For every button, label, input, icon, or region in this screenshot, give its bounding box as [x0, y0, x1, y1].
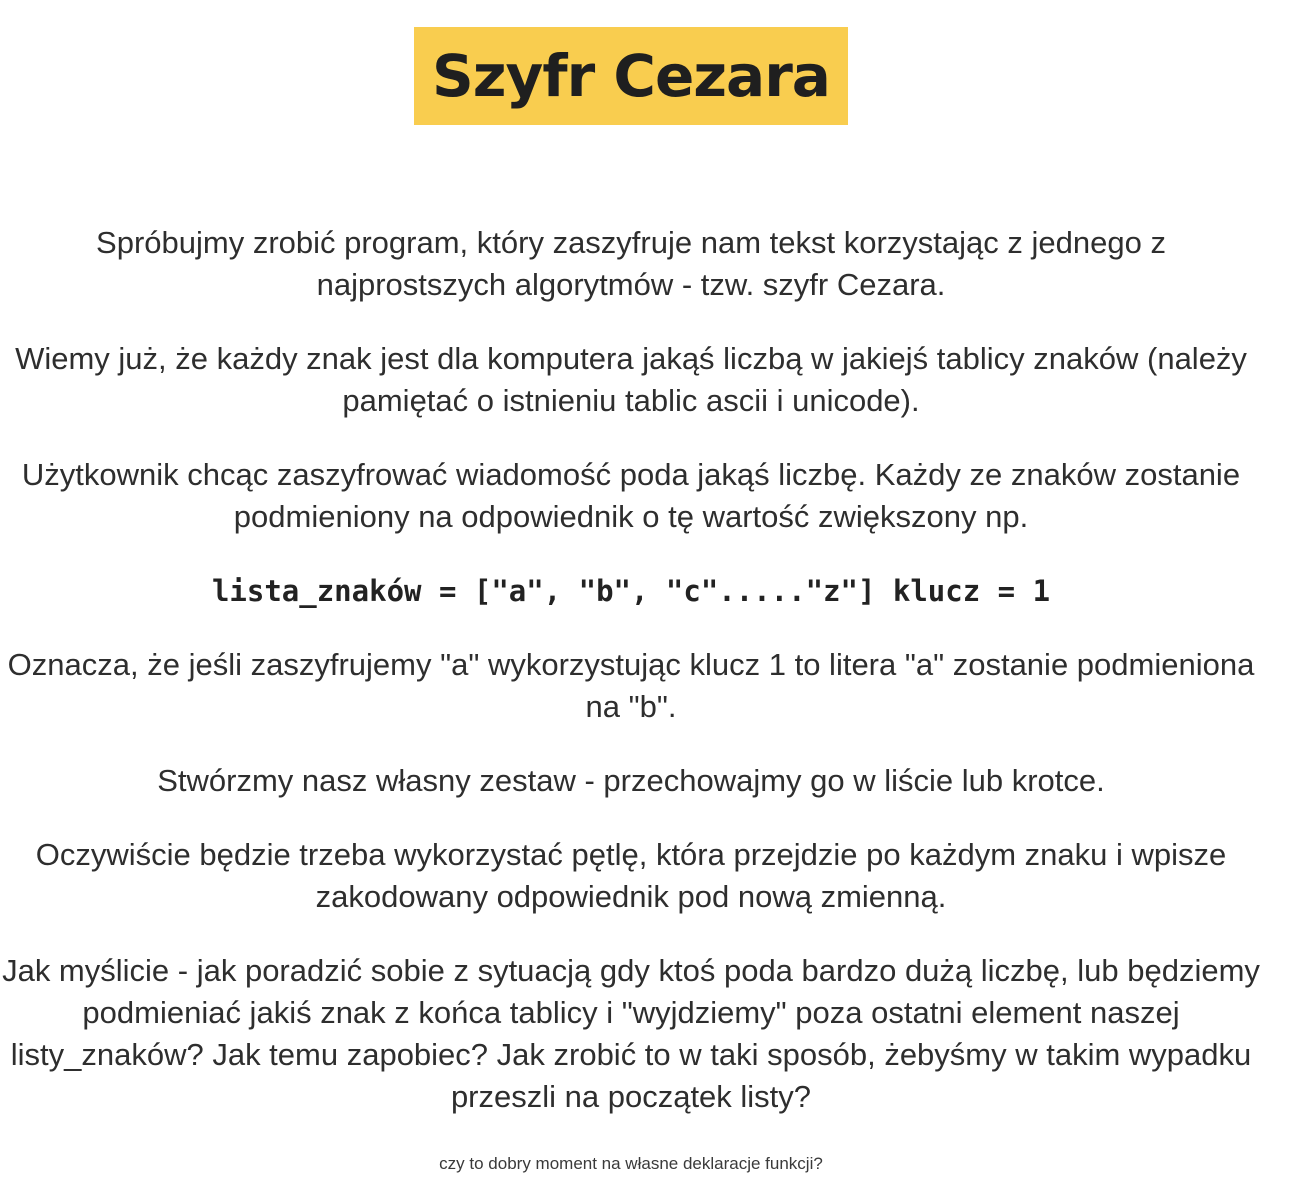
question-paragraph: Jak myślicie - jak poradzić sobie z sytuacją gdy ktoś poda bardzo dużą liczbę, lub będziemy podmieniać jakiś znak z końca tablicy i "wyjdziemy" poza ostatni element naszej listy_znaków? Jak temu zapobiec? Jak zrobić to w taki sposób, żebyśmy w takim wypadku przeszli na początek listy? — [2, 953, 1260, 1114]
page-title: Szyfr Cezara — [414, 27, 848, 125]
own-set-paragraph: Stwórzmy nasz własny zestaw - przechowajmy go w liście lub krotce. — [157, 763, 1105, 798]
footnote: czy to dobry moment na własne deklaracje funkcji? — [439, 1154, 823, 1173]
main-content — [0, 222, 1262, 1118]
title-container — [0, 27, 1262, 125]
user-key-paragraph: Użytkownik chcąc zaszyfrować wiadomość poda jakąś liczbę. Każdy ze znaków zostanie podmieniony na odpowiednik o tę wartość zwiększony np. — [21, 457, 1241, 534]
code-example: lista_znaków = ["a", "b", "c"....."z"] klucz = 1 — [211, 574, 1051, 608]
character-table-paragraph: Wiemy już, że każdy znak jest dla komputera jakąś liczbą w jakiejś tablicy znaków (należy pamiętać o istnieniu tablic ascii i unicode). — [15, 341, 1247, 418]
intro-paragraph: Spróbujmy zrobić program, który zaszyfruje nam tekst korzystając z jednego z najprostszych algorytmów - tzw. szyfr Cezara. — [96, 225, 1166, 302]
example-explanation-paragraph: Oznacza, że jeśli zaszyfrujemy "a" wykorzystując klucz 1 to litera "a" zostanie podmieniona na "b". — [7, 647, 1255, 724]
loop-paragraph: Oczywiście będzie trzeba wykorzystać pętlę, która przejdzie po każdym znaku i wpisze zakodowany odpowiednik pod nową zmienną. — [35, 837, 1227, 914]
